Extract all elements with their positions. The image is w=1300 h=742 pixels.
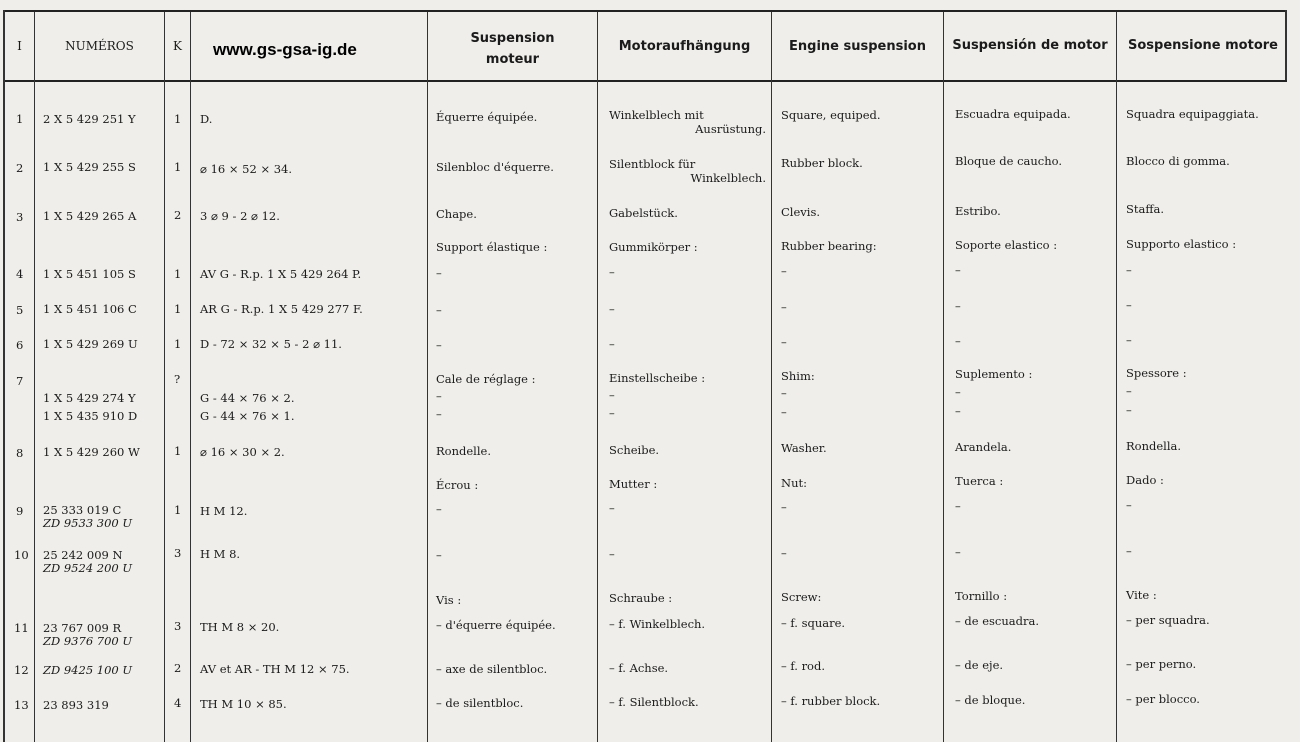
dash-italian: – [1126,544,1132,558]
dash-italian: – [1126,263,1132,277]
row-index: 12 [14,663,29,677]
label-italian: – per squadra. [1126,613,1210,627]
part-number: 1 X 5 429 265 A [43,209,137,223]
zd-number: ZD 9425 100 U [43,663,133,677]
dash-spanish: – [955,263,961,277]
col-sep-2 [164,12,165,742]
label-french: Rondelle. [436,444,491,458]
group-label-french: Support élastique : [436,240,548,254]
quantity: 1 [174,160,182,174]
group-label-german: Schraube : [609,591,673,605]
label-italian: Rondella. [1126,439,1182,453]
label-italian: – per perno. [1126,657,1197,671]
label-english: Rubber block. [781,156,863,170]
row-index: 8 [16,446,24,460]
part-spec: H M 8. [200,547,241,561]
row-index: 6 [16,338,24,352]
dash-spanish: – [955,334,961,348]
quantity: 1 [174,503,182,517]
label-english: Clevis. [781,205,821,219]
label-italian: Blocco di gomma. [1126,154,1230,168]
left-border [3,10,5,742]
dash-french: – [436,266,442,280]
part-spec: G - 44 × 76 × 2. [200,391,295,405]
header-col-french-line2: moteur [485,52,540,67]
label-german: – f. Winkelblech. [609,617,706,631]
zd-number: ZD 9376 700 U [43,634,133,648]
quantity: 3 [174,546,182,560]
group-label-spanish: Soporte elastico : [955,238,1058,252]
label-german-line2: Winkelblech. [690,171,766,185]
dash-english: – [781,500,787,514]
group-label-english: Nut: [781,476,807,490]
part-spec: D. [200,112,213,126]
header-col-german: Motoraufhängung [618,39,751,54]
dash-english: – [781,386,787,400]
dash-german: – [609,547,615,561]
group-label-french: Vis : [436,593,462,607]
dash-german: – [609,388,615,402]
label-french: – d'équerre équipée. [436,618,556,632]
part-number: 1 X 5 451 105 S [43,267,136,281]
row-index: 11 [14,621,29,635]
dash-italian: – [1126,498,1132,512]
part-number: 1 X 5 429 274 Y [43,391,136,405]
group-label-italian: Supporto elastico : [1126,237,1237,251]
dash-spanish: – [955,499,961,513]
dash-italian: – [1126,333,1132,347]
group-label-spanish: Tornillo : [955,589,1008,603]
part-spec: AV G - R.p. 1 X 5 429 264 P. [200,267,362,281]
header-col-french-line1: Suspension [470,31,555,46]
label-english: Square, equiped. [781,108,881,122]
label-spanish: – de eje. [955,658,1004,672]
part-spec: D - 72 × 32 × 5 - 2 ⌀ 11. [200,337,342,351]
label-spanish: Bloque de caucho. [955,154,1063,168]
header-rule [3,80,1287,82]
dash-spanish: – [955,545,961,559]
label-german: – f. Silentblock. [609,695,699,709]
part-spec: AR G - R.p. 1 X 5 429 277 F. [200,302,363,316]
part-spec: TH M 10 × 85. [200,697,287,711]
group-label-english: Rubber bearing: [781,239,877,253]
part-spec: TH M 8 × 20. [200,620,280,634]
part-number: 23 767 009 R [43,621,122,635]
label-german: Gabelstück. [609,206,678,220]
label-french: – de silentbloc. [436,696,524,710]
row-index: 1 [16,112,24,126]
quantity: 2 [174,208,182,222]
quantity: 1 [174,302,182,316]
header-col-spanish: Suspensión de motor [952,38,1108,53]
header-col-numeros: NUMÉROS [65,39,134,53]
label-italian: – per blocco. [1126,692,1200,706]
part-spec: 3 ⌀ 9 - 2 ⌀ 12. [200,209,280,223]
label-spanish: Arandela. [955,440,1012,454]
dash-french: – [436,303,442,317]
col-sep-3 [190,12,191,742]
part-spec: H M 12. [200,504,248,518]
quantity: 1 [174,267,182,281]
dash-german: – [609,501,615,515]
group-label-spanish: Tuerca : [955,474,1004,488]
col-sep-7 [943,12,944,742]
dash-german: – [609,265,615,279]
row-index: 2 [16,161,24,175]
part-number: 1 X 5 429 260 W [43,445,140,459]
dash-english: – [781,546,787,560]
group-label-english: Shim: [781,369,815,383]
label-spanish: Escuadra equipada. [955,107,1071,121]
header-col-english: Engine suspension [789,39,926,54]
label-french: Silenbloc d'équerre. [436,160,554,174]
part-spec: ⌀ 16 × 52 × 34. [200,162,293,176]
col-sep-6 [771,12,772,742]
row-index: 13 [14,698,29,712]
dash-french: – [436,338,442,352]
label-english: – f. square. [781,616,846,630]
part-spec: G - 44 × 76 × 1. [200,409,295,423]
row-index: 10 [14,548,29,562]
label-english: – f. rubber block. [781,694,881,708]
group-label-french: Écrou : [436,478,479,492]
col-sep-4 [427,12,428,742]
label-french: Chape. [436,207,477,221]
zd-number: ZD 9524 200 U [43,561,133,575]
group-label-italian: Spessore : [1126,366,1187,380]
dash-italian: – [1126,298,1132,312]
label-italian: Squadra equipaggiata. [1126,107,1259,121]
label-spanish: – de bloque. [955,693,1026,707]
dash-german: – [609,337,615,351]
label-french: – axe de silentbloc. [436,662,548,676]
label-german-line2: Ausrüstung. [695,122,766,136]
label-french: Équerre équipée. [436,110,538,124]
row-index: 3 [16,210,24,224]
quantity: 1 [174,337,182,351]
col-sep-8 [1116,12,1117,742]
dash-english: – [781,300,787,314]
part-number: 1 X 5 435 910 D [43,409,138,423]
part-spec: AV et AR - TH M 12 × 75. [200,662,350,676]
dash-spanish: – [955,299,961,313]
group-label-german: Gummikörper : [609,240,698,254]
top-border [3,10,1287,12]
group-label-italian: Dado : [1126,473,1164,487]
row-index: 5 [16,303,24,317]
part-number: 25 242 009 N [43,548,123,562]
dash-spanish: – [955,404,961,418]
quantity: 4 [174,696,182,710]
part-number: 25 333 019 C [43,503,122,517]
header-col-italian: Sospensione motore [1128,38,1278,53]
label-english: – f. rod. [781,659,826,673]
group-label-french: Cale de réglage : [436,372,536,386]
label-spanish: Estribo. [955,204,1001,218]
quantity: ? [174,372,181,386]
row-index: 4 [16,267,24,281]
dash-german: – [609,302,615,316]
group-label-spanish: Suplemento : [955,367,1033,381]
part-number: 1 X 5 429 269 U [43,337,138,351]
row-index: 7 [16,374,24,388]
part-spec: ⌀ 16 × 30 × 2. [200,445,285,459]
quantity: 2 [174,661,182,675]
header-col-i: I [17,39,22,53]
dash-italian: – [1126,384,1132,398]
quantity: 3 [174,619,182,633]
col-sep-1 [34,12,35,742]
dash-french: – [436,502,442,516]
label-german-line1: Winkelblech mit [609,108,704,122]
zd-number: ZD 9533 300 U [43,516,133,530]
part-number: 1 X 5 451 106 C [43,302,137,316]
header-col-k: K [173,39,182,53]
label-spanish: – de escuadra. [955,614,1040,628]
label-german-line1: Silentblock für [609,157,696,171]
dash-spanish: – [955,385,961,399]
dash-english: – [781,335,787,349]
label-english: Washer. [781,441,827,455]
col-sep-5 [597,12,598,742]
dash-french: – [436,548,442,562]
row-index: 9 [16,504,24,518]
group-label-german: Einstellscheibe : [609,371,706,385]
quantity: 1 [174,444,182,458]
group-label-english: Screw: [781,590,822,604]
label-german: Scheibe. [609,443,660,457]
website-watermark: www.gs-gsa-ig.de [213,40,357,59]
dash-french: – [436,407,442,421]
quantity: 1 [174,112,182,126]
dash-french: – [436,389,442,403]
part-number: 23 893 319 [43,698,109,712]
dash-german: – [609,406,615,420]
part-number: 1 X 5 429 255 S [43,160,136,174]
group-label-italian: Vite : [1126,588,1157,602]
dash-italian: – [1126,403,1132,417]
label-german: – f. Achse. [609,661,669,675]
part-number: 2 X 5 429 251 Y [43,112,136,126]
dash-english: – [781,405,787,419]
group-label-german: Mutter : [609,477,658,491]
dash-english: – [781,264,787,278]
label-italian: Staffa. [1126,202,1165,216]
